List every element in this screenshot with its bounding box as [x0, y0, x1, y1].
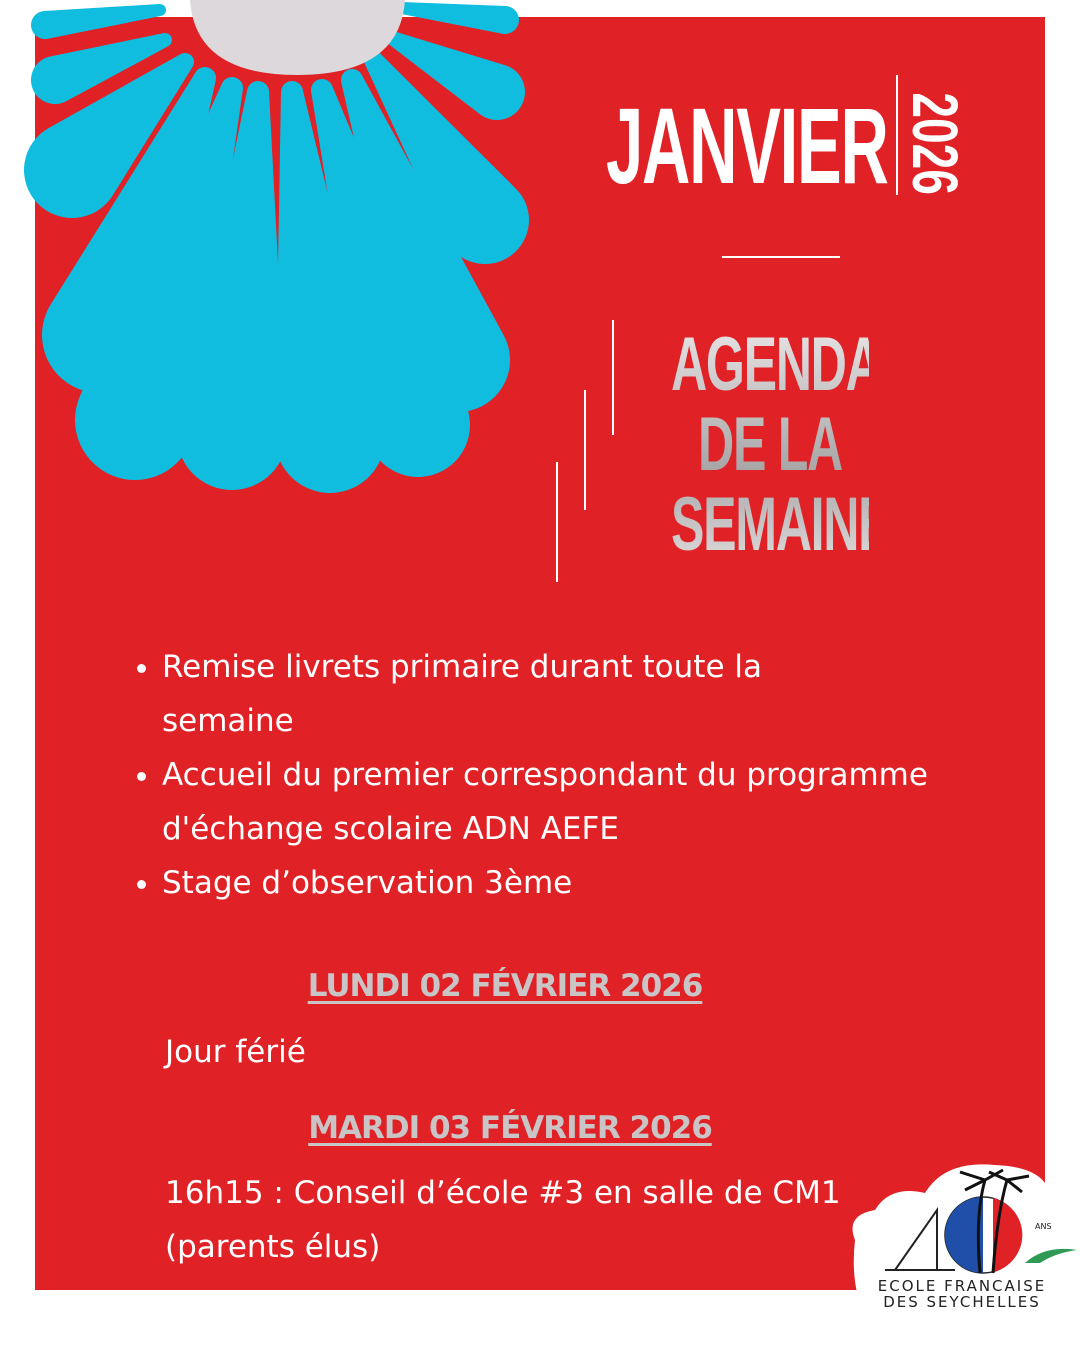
- month-title: JANVIER: [606, 85, 888, 206]
- agenda-title: [671, 322, 891, 567]
- petal-shape: [396, 2, 519, 34]
- decor-line: [556, 462, 558, 582]
- school-logo: [845, 1155, 1080, 1315]
- year-title: 2026: [899, 92, 971, 195]
- separator-line: [722, 256, 840, 258]
- sun-petals-illustration: [0, 0, 560, 520]
- day-event: 16h15 : Conseil d’école #3 en salle de CM1: [165, 1175, 841, 1211]
- logo-text: ECOLE FRANCAISE: [877, 1277, 1047, 1295]
- decor-line: [612, 320, 614, 435]
- day-event: Jour férié: [165, 1034, 306, 1070]
- agenda-title-line: AGENDA: [671, 322, 881, 407]
- agenda-title-line: DE LA: [698, 402, 842, 487]
- agenda-title-line: SEMAINE: [671, 482, 891, 567]
- week-items-list: [128, 640, 1022, 910]
- list-item: • Remise livrets primaire durant toute la semaine: [162, 640, 862, 748]
- logo-suffix: ANS: [1035, 1222, 1052, 1231]
- day-heading: MARDI 03 FÉVRIER 2026: [308, 1110, 712, 1146]
- petal-shape: [31, 4, 166, 39]
- decor-line: [584, 390, 586, 510]
- title-divider: [896, 75, 898, 195]
- list-item: • Stage d’observation 3ème: [162, 856, 1022, 910]
- day-heading: LUNDI 02 FÉVRIER 2026: [307, 968, 703, 1004]
- list-item: • Accueil du premier correspondant du programme d'échange scolaire ADN AEFE: [162, 748, 942, 856]
- logo-text: DES SEYCHELLES: [883, 1293, 1041, 1311]
- day-event: (parents élus): [165, 1229, 381, 1265]
